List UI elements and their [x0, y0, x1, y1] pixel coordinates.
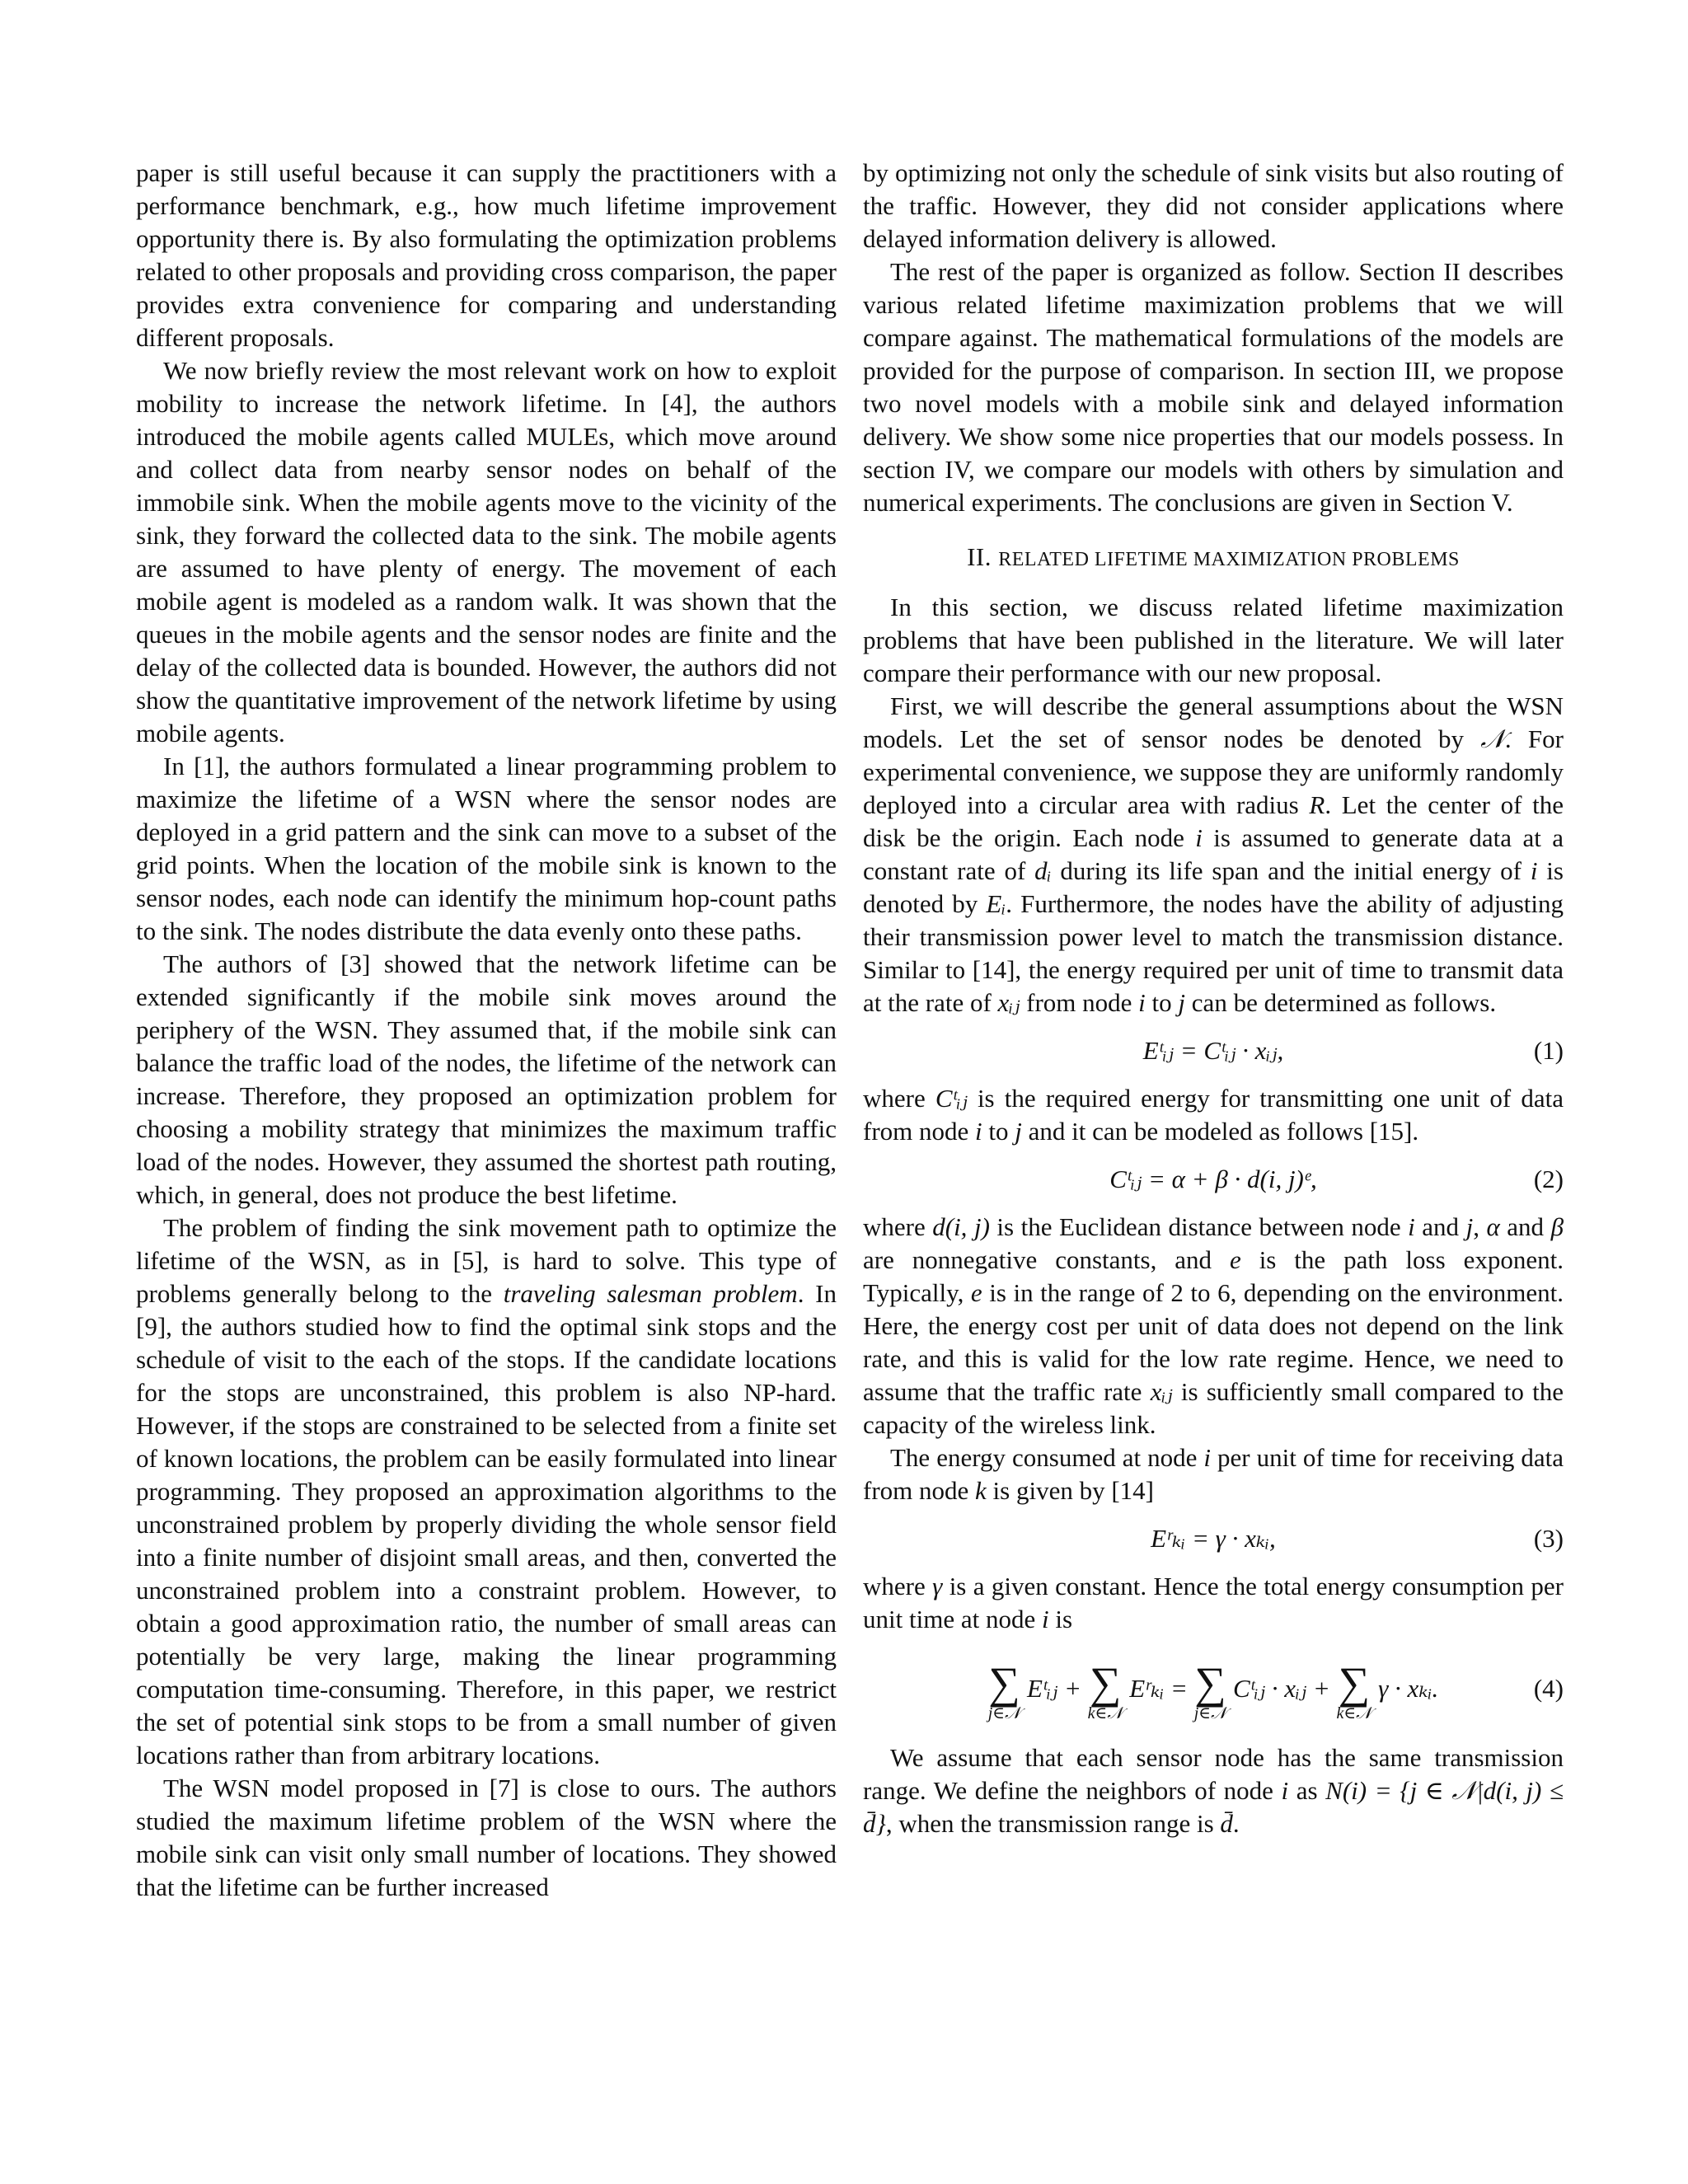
text-run: We assume that each sensor node has the same transmission range. We define the neighbors of node [863, 1743, 1564, 1805]
text-run: is the path loss exponent. Typically, [863, 1245, 1564, 1307]
math-symbol: 𝒩 [1480, 724, 1505, 753]
sum-sign: ∑ [1194, 1657, 1226, 1708]
text-run: during its life span and the initial energy of [1051, 856, 1531, 885]
paragraph [136, 1212, 837, 1772]
right-column [863, 157, 1564, 1840]
emphasis-text: traveling salesman problem [503, 1279, 798, 1308]
math-symbol: β [1550, 1212, 1564, 1241]
equation-term: Cᵗᵢⱼ · xᵢⱼ + [1233, 1674, 1330, 1703]
math-symbol: i [1408, 1212, 1415, 1241]
section-title: RELATED LIFETIME MAXIMIZATION PROBLEMS [998, 549, 1460, 570]
math-symbol: i [1281, 1776, 1289, 1805]
equation-number: (1) [1533, 1036, 1564, 1065]
sum-sign: ∑ [988, 1657, 1020, 1708]
text-run: First, we will describe the general assumptions about the WSN models. Let the set of sensor nodes be denoted by [863, 691, 1564, 753]
paragraph: In this section, we discuss related lifetime maximization problems that have been published in the literature. We will later compare their performance with our new proposal. [863, 593, 1564, 687]
paragraph: The rest of the paper is organized as follow. Section II describes various related lifetime maximization problems that we will compare against. The mathematical formulations of the models are provided for the purpose of comparison. In section III, we propose two novel models with a mobile sink and delayed information delivery. We show some nice properties that our models possess. In section IV, we compare our models with others by simulation and numerical experiments. The conclusions are given in Section V. [863, 257, 1564, 517]
math-symbol: i [1203, 1443, 1212, 1472]
equation-3 [863, 1519, 1564, 1558]
summation-symbol [1336, 1657, 1372, 1722]
text-run: is [1048, 1605, 1073, 1633]
paragraph: We now briefly review the most relevant work on how to exploit mobility to increase the network lifetime. In [4], the authors introduced the mobile agents called MULEs, which move around and collect data from nearby sensor nodes on behalf of the immobile sink. When the mobile agents move to the vicinity of the sink, they forward the collected data to the sink. The mobile agents are assumed to have plenty of energy. The movement of each mobile agent is modeled as a random walk. It was shown that the queues in the mobile agents and the sensor nodes are finite and the delay of the collected data is bounded. However, the authors did not show the quantitative improvement of the network lifetime by using mobile agents. [136, 356, 837, 748]
equation-term: γ · xₖᵢ. [1378, 1674, 1439, 1703]
math-symbol: Eᵢ [986, 889, 1006, 918]
math-symbol: j [1015, 1117, 1022, 1146]
text-run: . Furthermore, the nodes have the ability of adjusting their transmission power level to match the transmission distance. Similar to [14], the energy required per unit of time to transmit data at the rate of [863, 889, 1564, 1017]
math-symbol: i [1195, 823, 1203, 852]
text-run: , when the transmission range is [885, 1809, 1221, 1838]
text-run: where [863, 1572, 933, 1601]
math-symbol: e [970, 1278, 982, 1307]
math-symbol: i [1138, 988, 1146, 1017]
math-symbol: α [1486, 1212, 1500, 1241]
text-run: and [1499, 1212, 1551, 1241]
math-symbol: e [1229, 1245, 1241, 1274]
equation-4 [863, 1647, 1564, 1730]
paragraph: The authors of [3] showed that the network lifetime can be extended significantly if the mobile sink moves around the periphery of the WSN. They assumed that, if the mobile sink can balance the traffic load of the nodes, the lifetime of the network can increase. Therefore, they proposed an optimization problem for choosing a mobility strategy that minimizes the maximum traffic load of the nodes. However, they assumed the shortest path routing, which, in general, does not produce the best lifetime. [136, 949, 837, 1209]
paragraph: by optimizing not only the schedule of sink visits but also routing of the traffic. However, they did not consider applications where delayed information delivery is allowed. [863, 158, 1564, 253]
text-run: from node [1020, 988, 1139, 1017]
math-symbol: i [1041, 1605, 1049, 1633]
math-symbol: d(i, j) [932, 1212, 990, 1241]
paragraph [863, 1741, 1564, 1840]
text-run: to [1145, 988, 1179, 1017]
math-symbol: Cᵗᵢⱼ [935, 1084, 968, 1113]
text-run: and [1414, 1212, 1466, 1241]
text-run: where [863, 1212, 933, 1241]
equation-2 [863, 1160, 1564, 1199]
math-symbol: d̄ [1220, 1809, 1233, 1838]
math-symbol: i [975, 1117, 982, 1146]
text-run: is sufficiently small compared to the capacity of the wireless link. [863, 1377, 1564, 1439]
summation-symbol [987, 1657, 1021, 1722]
text-run: is in the range of 2 to 6, depending on the environment. Here, the energy cost per unit of data does not depend on the link rate, and this is valid for the low rate regime. Hence, we need to assume that the traffic rate [863, 1278, 1564, 1406]
text-run: is the Euclidean distance between node [989, 1212, 1409, 1241]
math-symbol: xᵢⱼ [1150, 1377, 1173, 1406]
paragraph [863, 1211, 1564, 1441]
text-run: are nonnegative constants, and [863, 1245, 1230, 1274]
text-run: . Let the center of the disk be the origin. Each node [863, 790, 1564, 852]
text-run: is a given constant. Hence the total energy consumption per unit time at node [863, 1572, 1564, 1633]
text-run: . For experimental convenience, we suppose they are uniformly randomly deployed into a circular area with radius [863, 724, 1564, 819]
paragraph [863, 690, 1564, 1019]
equation-number: (2) [1533, 1165, 1564, 1193]
sum-subscript: k∈𝒩 [1087, 1704, 1123, 1722]
sum-subscript: j∈𝒩 [987, 1704, 1021, 1722]
text-run: is given by [14] [986, 1476, 1154, 1505]
sum-sign: ∑ [1089, 1657, 1122, 1708]
text-run: . In [9], the authors studied how to find the optimal sink stops and the schedule of visit to the each of the stops. If the candidate locations for the stops are unconstrained, this problem is also NP-hard. However, if the stops are constrained to be selected from a finite set of known locations, the problem can be easily formulated into linear programming. They proposed an approximation algorithms to the unconstrained problem by properly dividing the whole sensor field into a finite number of disjoint small areas, and then, converted the unconstrained problem into a constraint problem. However, to obtain a good approximation ratio, the number of small areas can potentially be very large, making the linear programming computation time-consuming. Therefore, in this paper, we restrict the set of potential sink stops to be from a small number of given locations rather than from arbitrary locations. [136, 1279, 837, 1769]
text-run: . [1232, 1809, 1240, 1838]
math-symbol: k [975, 1476, 987, 1505]
paragraph [863, 1082, 1564, 1148]
sum-subscript: j∈𝒩 [1193, 1704, 1227, 1722]
math-symbol: dᵢ [1034, 856, 1052, 885]
text-run: and it can be modeled as follows [15]. [1021, 1117, 1419, 1146]
text-run: where [863, 1084, 935, 1113]
paragraph: The WSN model proposed in [7] is close to ours. The authors studied the maximum lifetime problem of the WSN where the mobile sink can visit only small number of locations. They showed that the lifetime can be further increased [136, 1774, 837, 1901]
equation-1 [863, 1031, 1564, 1071]
math-symbol: γ [932, 1572, 943, 1601]
paragraph [863, 1570, 1564, 1636]
sum-subscript: k∈𝒩 [1336, 1704, 1372, 1722]
text-run: is denoted by [863, 856, 1564, 918]
summation-symbol [1087, 1657, 1123, 1722]
math-symbol: j [1465, 1212, 1474, 1241]
text-run: to [982, 1117, 1015, 1146]
text-run: The problem of finding the sink movement path to optimize the lifetime of the WSN, as in [5], is hard to solve. This type of problems generally belong to the [136, 1213, 837, 1308]
text-run: per unit of time for receiving data from node [863, 1443, 1564, 1505]
section-number: II. [967, 542, 992, 571]
equation-term: Eʳₖᵢ = [1129, 1674, 1188, 1703]
equation-body: Eᵗᵢⱼ = Cᵗᵢⱼ · xᵢⱼ, [1142, 1036, 1284, 1065]
math-symbol: i [1530, 856, 1538, 885]
math-symbol: R [1309, 790, 1325, 819]
equation-number: (4) [1533, 1674, 1564, 1703]
equation-number: (3) [1533, 1524, 1564, 1553]
math-symbol: j [1178, 988, 1186, 1017]
equation-body: Eʳₖᵢ = γ · xₖᵢ, [1151, 1524, 1276, 1553]
equation-term: Eᵗᵢⱼ + [1027, 1674, 1081, 1703]
text-run: can be determined as follows. [1185, 988, 1497, 1017]
paragraph: paper is still useful because it can supply the practitioners with a performance benchmark, e.g., how much lifetime improvement opportunity there is. By also formulating the optimization problems related to other proposals and providing cross comparison, the paper provides extra convenience for comparing and understanding different proposals. [136, 158, 837, 352]
equation-body: Cᵗᵢⱼ = α + β · d(i, j)ᵉ, [1109, 1165, 1317, 1193]
left-column [136, 157, 837, 1904]
section-heading [863, 541, 1564, 576]
text-run: is the required energy for transmitting one unit of data from node [863, 1084, 1564, 1146]
sum-sign: ∑ [1338, 1657, 1371, 1708]
text-run: The energy consumed at node [890, 1443, 1204, 1472]
text-run: is assumed to generate data at a constant rate of [863, 823, 1564, 885]
paragraph [863, 1441, 1564, 1507]
paragraph: In [1], the authors formulated a linear programming problem to maximize the lifetime of a WSN where the sensor nodes are deployed in a grid pattern and the sink can move to a subset of the grid points. When the location of the mobile sink is known to the sensor nodes, each node can identify the minimum hop-count paths to the sink. The nodes distribute the data evenly onto these paths. [136, 752, 837, 945]
math-symbol: N(i) = {j ∈ 𝒩|d(i, j) ≤ d̄} [863, 1776, 1564, 1838]
math-symbol: xᵢⱼ [997, 988, 1020, 1017]
text-run: as [1288, 1776, 1326, 1805]
summation-symbol [1193, 1657, 1227, 1722]
text-run: , [1473, 1212, 1487, 1241]
